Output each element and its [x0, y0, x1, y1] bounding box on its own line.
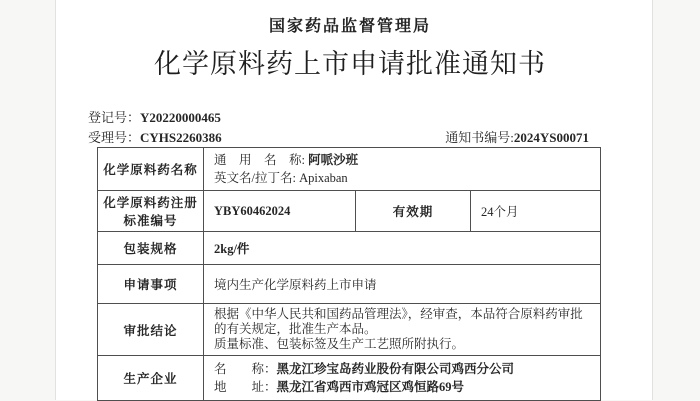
- table-row-application-item: [98, 265, 601, 304]
- agency-name: 国家药品监督管理局: [268, 16, 431, 35]
- validity-value: 24个月: [471, 191, 601, 232]
- application-item-label: 申请事项: [98, 265, 204, 304]
- document-title: 化学原料药上市申请批准通知书: [154, 49, 546, 79]
- application-item-value: 境内生产化学原料药上市申请: [204, 265, 601, 304]
- generic-name-line: [214, 151, 594, 169]
- manufacturer-address-label: 地 址：: [214, 380, 277, 394]
- table-row-package-spec: [98, 232, 601, 265]
- manufacturer-name-line: [214, 360, 594, 378]
- notice-number-label: 通知书编号:: [445, 130, 514, 145]
- english-name-label: 英文名/拉丁名:: [214, 171, 300, 185]
- approval-conclusion-content: [204, 304, 601, 356]
- table-row-manufacturer: [98, 356, 601, 401]
- meta-row: [88, 127, 589, 146]
- validity-label: 有效期: [356, 191, 471, 232]
- standard-number-label: 化学原料药注册标准编号: [98, 191, 204, 232]
- manufacturer-content: [204, 356, 601, 401]
- conclusion-paragraph-1: 根据《中华人民共和国药品管理法》，经审查，本品符合原料药审批的有关规定，批准生产本品。: [214, 307, 583, 336]
- notice-number-value: 2024YS00071: [513, 130, 589, 145]
- acceptance-number-label: 受理号：: [88, 130, 141, 145]
- notice-number-line: [445, 127, 589, 146]
- manufacturer-address-value: 黑龙江省鸡西市鸡冠区鸡恒路69号: [276, 380, 465, 394]
- registration-number-label: 登记号：: [88, 110, 141, 125]
- package-spec-value: 2kg/件: [204, 232, 601, 265]
- manufacturer-name-value: 黑龙江珍宝岛药业股份有限公司鸡西分公司: [276, 362, 515, 376]
- table-row-api-name: [98, 148, 601, 191]
- acceptance-number-value: CYHS2260386: [140, 130, 222, 145]
- manufacturer-address-line: [214, 378, 594, 396]
- manufacturer-label: 生产企业: [98, 356, 204, 401]
- api-name-label: 化学原料药名称: [98, 148, 204, 191]
- conclusion-paragraph-2: 质量标准、包装标签及生产工艺照所附执行。: [214, 337, 465, 351]
- table-row-approval-conclusion: [98, 304, 601, 356]
- generic-name-value: 阿哌沙班: [308, 153, 359, 167]
- approval-notice-table: [97, 147, 601, 401]
- standard-number-value: YBY60462024: [204, 191, 356, 232]
- table-row-standard-number: [98, 191, 601, 232]
- package-spec-label: 包装规格: [98, 232, 204, 265]
- acceptance-number-line: [88, 127, 222, 146]
- english-name-line: [214, 169, 594, 187]
- generic-name-label: 通 用 名 称:: [214, 153, 309, 167]
- registration-number-value: Y20220000465: [140, 110, 221, 125]
- approval-conclusion-label: 审批结论: [98, 304, 204, 356]
- api-name-content: [204, 148, 601, 191]
- english-name-value: Apixaban: [299, 171, 348, 185]
- manufacturer-name-label: 名 称：: [214, 362, 277, 376]
- registration-number-line: [88, 107, 221, 126]
